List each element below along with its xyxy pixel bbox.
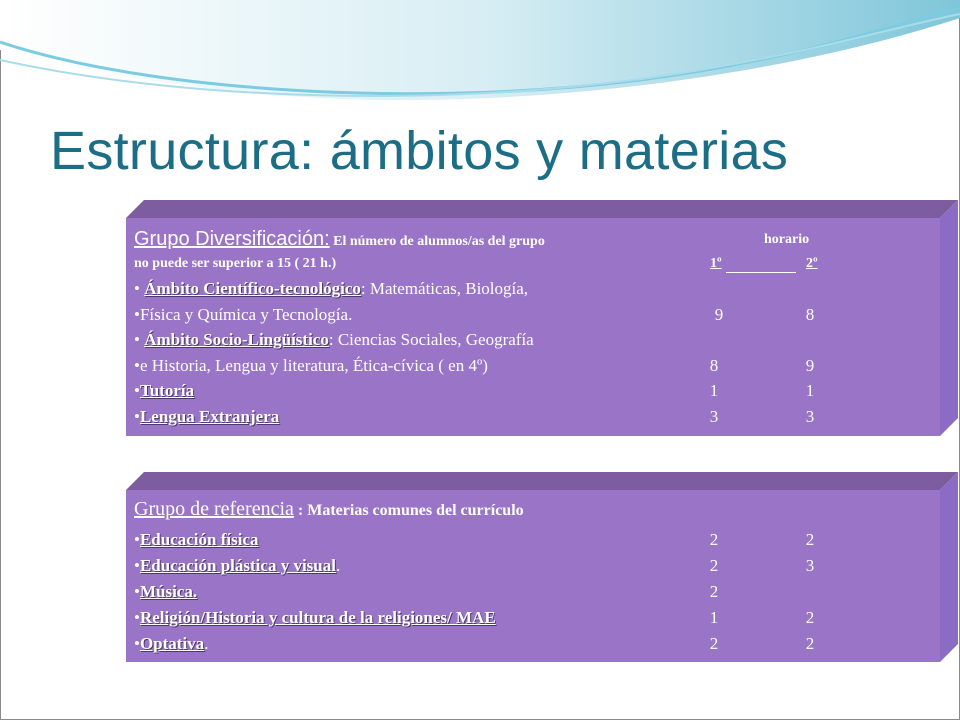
- horario-label: horario: [764, 232, 810, 247]
- lengua-extranjera-label: Lengua Extranjera: [139, 407, 280, 426]
- hours-1: 3: [709, 407, 719, 426]
- column-header-1: 1º: [710, 256, 722, 271]
- list-item: • Ámbito Socio-Lingüístico: Ciencias Sociales, Geografía: [134, 330, 534, 349]
- panel-side-face: [940, 200, 958, 436]
- hours-2: 2: [805, 634, 815, 653]
- slide-title: Estructura: ámbitos y materias: [50, 121, 789, 181]
- list-item: •Lengua Extranjera: [134, 407, 280, 426]
- hours-2: 3: [805, 556, 815, 575]
- column-header-underline: [726, 256, 796, 273]
- list-item: •Religión/Historia y cultura de la religiones/ MAE: [134, 608, 496, 627]
- diversificacion-panel: [126, 200, 958, 436]
- list-item: • Ámbito Científico-tecnológico: Matemáticas, Biología,: [134, 279, 529, 298]
- diversificacion-header-row: Grupo Diversificación: El número de alumnos/as del grupo: [134, 228, 545, 250]
- hours-1: 2: [709, 634, 719, 653]
- panel-top-face: [126, 200, 958, 218]
- column-header-2: 2º: [806, 256, 818, 271]
- hours-1: 8: [709, 356, 719, 375]
- hours-1: 2: [709, 530, 719, 549]
- hours-2: 1: [805, 381, 815, 400]
- ambito-socio-label: Ámbito Socio-Lingüístico: [144, 330, 329, 349]
- hours-1: 2: [709, 556, 719, 575]
- panel-front-face: [126, 218, 940, 436]
- diversificacion-header: Grupo Diversificación:: [134, 228, 330, 250]
- list-item: •Optativa.: [134, 634, 209, 653]
- hours-2: 2: [805, 608, 815, 627]
- hours-1: 1: [709, 381, 719, 400]
- list-item: •e Historia, Lengua y literatura, Ética-cívica ( en 4º): [134, 356, 488, 375]
- referencia-header: Grupo de referencia: [134, 498, 294, 520]
- list-item: •Música.: [134, 582, 198, 601]
- list-item: •Educación plástica y visual.: [134, 556, 341, 575]
- hours-2: 3: [805, 407, 815, 426]
- referencia-header-row: Grupo de referencia : Materias comunes del currículo: [134, 498, 524, 520]
- referencia-panel: [126, 472, 958, 662]
- panel-side-face: [940, 472, 958, 662]
- panel-front-face: [126, 490, 940, 662]
- hours-1: 9: [714, 305, 724, 324]
- list-item: •Educación física: [134, 530, 259, 549]
- hours-2: 2: [805, 530, 815, 549]
- hours-1: 1: [709, 608, 719, 627]
- header-swoosh: [0, 0, 960, 110]
- hours-1: 2: [709, 582, 719, 601]
- list-item: •Física y Química y Tecnología.: [134, 305, 353, 324]
- ambito-cientifico-label: Ámbito Científico-tecnológico: [144, 279, 361, 298]
- diversificacion-line2: no puede ser superior a 15 ( 21 h.): [134, 256, 337, 271]
- tutoria-label: Tutoría: [139, 381, 195, 400]
- panel-top-face: [126, 472, 958, 490]
- list-item: •Tutoría: [134, 381, 195, 400]
- hours-2: 9: [805, 356, 815, 375]
- hours-2: 8: [805, 305, 815, 324]
